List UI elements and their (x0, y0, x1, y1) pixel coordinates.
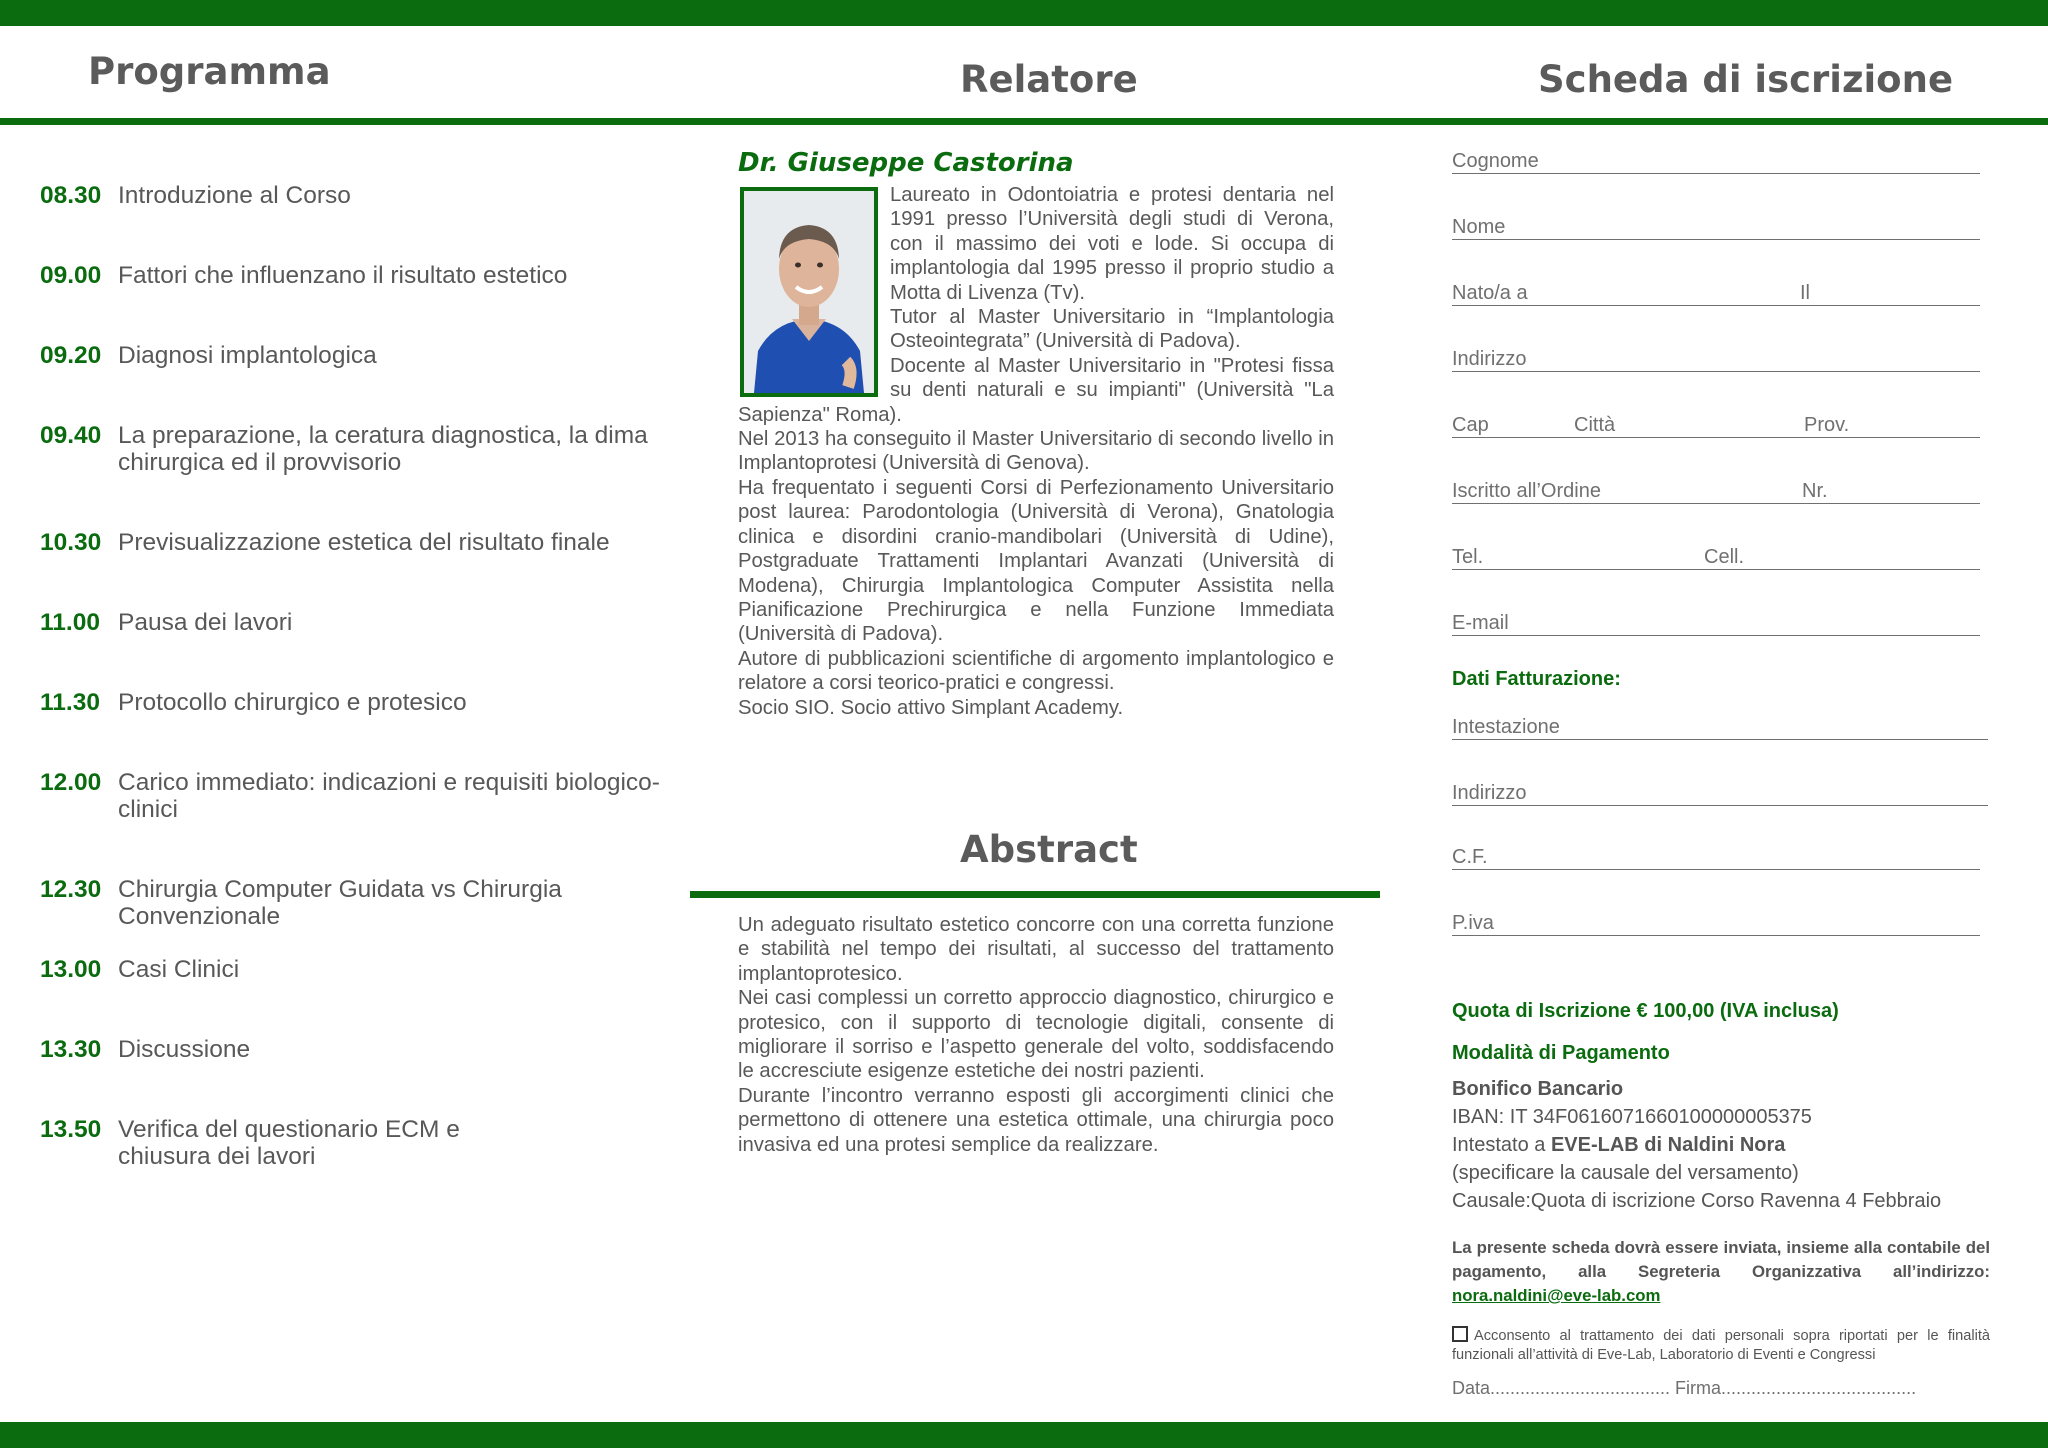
abstract-heading: Abstract (960, 828, 1138, 871)
specificare-causale: (specificare la causale del versamento) (1452, 1162, 1799, 1184)
email-link[interactable]: nora.naldini@eve-lab.com (1452, 1286, 1661, 1305)
bonifico-bancario: Bonifico Bancario (1452, 1078, 1624, 1100)
dati-fatturazione-heading: Dati Fatturazione: (1452, 668, 1621, 690)
nato-label: Nato/a a (1452, 282, 1528, 304)
tel-label: Tel. (1452, 546, 1484, 568)
programma-desc: Protocollo chirurgico e protesico (118, 689, 467, 716)
abstract-text (738, 913, 1334, 1157)
header-divider (0, 118, 2048, 125)
programma-item (40, 422, 660, 476)
intestazione-field[interactable] (1452, 712, 1988, 740)
programma-item (40, 609, 660, 636)
data-nascita-label: Il (1800, 282, 1810, 304)
programma-time: 13.00 (40, 956, 102, 983)
iban-text: IBAN: IT 34F0616071660100000005375 (1452, 1106, 1812, 1128)
cf-field[interactable] (1452, 842, 1980, 870)
email-label: E-mail (1452, 612, 1509, 634)
programma-desc: Fattori che influenzano il risultato estetico (118, 262, 568, 289)
speaker-bio (738, 183, 1334, 720)
programma-item (40, 769, 660, 823)
cognome-field[interactable] (1452, 146, 1980, 174)
quota-iscrizione: Quota di Iscrizione € 100,00 (IVA inclusa) (1452, 1000, 1839, 1022)
bio-paragraph: Tutor al Master Universitario in “Implantologia Osteointegrata” (Università di Padova). (890, 306, 1334, 353)
nr-label: Nr. (1802, 480, 1828, 502)
programma-item (40, 876, 660, 930)
bottom-green-band (0, 1422, 2048, 1448)
scheda-heading: Scheda di iscrizione (1538, 58, 1954, 101)
programma-item (40, 342, 660, 369)
programma-item (40, 689, 660, 716)
indirizzo-fatturazione-field[interactable] (1452, 778, 1988, 806)
consenso-privacy (1452, 1326, 1990, 1365)
data-firma-line[interactable]: Data.................................... Firma....................................... (1452, 1378, 1917, 1398)
programma-desc: Verifica del questionario ECM e chiusura dei lavori (118, 1116, 460, 1170)
programma-heading: Programma (88, 50, 331, 93)
iscritto-label: Iscritto all’Ordine (1452, 480, 1601, 502)
invio-scheda-notice (1452, 1236, 1990, 1308)
top-green-band (0, 0, 2048, 26)
intestato-prefix: Intestato a (1452, 1134, 1551, 1156)
abstract-paragraph: Durante l’incontro verranno esposti gli accorgimenti clinici che permettono di ottenere una estetica ottimale, una chirurgia poco invasiva ed una protesi semplice da realizzare. (738, 1084, 1334, 1156)
programma-desc: Discussione (118, 1036, 251, 1063)
cap-label: Cap (1452, 414, 1489, 436)
tel-cell-field[interactable] (1452, 542, 1980, 570)
programma-desc: Previsualizzazione estetica del risultato finale (118, 529, 610, 556)
iscritto-ordine-field[interactable] (1452, 476, 1980, 504)
programma-time: 08.30 (40, 182, 102, 209)
citta-label: Città (1574, 414, 1616, 436)
programma-desc: Diagnosi implantologica (118, 342, 377, 369)
speaker-portrait-icon (740, 187, 878, 397)
programma-time: 12.30 (40, 876, 102, 903)
relatore-heading: Relatore (960, 58, 1138, 101)
nome-field[interactable] (1452, 212, 1980, 240)
programma-item (40, 1116, 500, 1170)
programma-desc: Pausa dei lavori (118, 609, 293, 636)
programma-time: 13.50 (40, 1116, 102, 1143)
intestato-name: EVE-LAB di Naldini Nora (1550, 1134, 1786, 1156)
cf-label: C.F. (1452, 846, 1488, 868)
programma-time: 11.00 (40, 609, 100, 636)
indirizzo-label: Indirizzo (1452, 348, 1527, 370)
piva-label: P.iva (1452, 912, 1494, 934)
bio-paragraph: Autore di pubblicazioni scientifiche di argomento implantologico e relatore a corsi teorico-pratici e congressi. (738, 647, 1334, 695)
abstract-divider (690, 891, 1380, 898)
cell-label: Cell. (1704, 546, 1745, 568)
programma-desc: Carico immediato: indicazioni e requisiti biologico-clinici (118, 769, 660, 823)
programma-time: 10.30 (40, 529, 102, 556)
bio-paragraph: Docente al Master Universitario in "Protesi fissa su denti naturali e su impianti" (Università "La Sapienza" Roma). (738, 354, 1334, 426)
programma-time: 13.30 (40, 1036, 102, 1063)
abstract-paragraph: Nei casi complessi un corretto approccio diagnostico, chirurgico e protesico, con il supporto di tecnologie digitali, consente di migliorare il sorriso e l’aspetto generale del volto, soddisfacendo le accresciute esigenze estetiche dei nostri pazienti. (738, 987, 1334, 1083)
programma-item (40, 182, 660, 209)
notice-text: La presente scheda dovrà essere inviata, insieme alla contabile del pagamento, alla Segreteria Organizzativa all’indirizzo: (1452, 1238, 1990, 1281)
speaker-name: Dr. Giuseppe Castorina (738, 148, 1074, 178)
modalita-pagamento-heading: Modalità di Pagamento (1452, 1042, 1670, 1064)
programma-item (40, 262, 660, 289)
programma-item (40, 956, 660, 983)
causale-text: Causale:Quota di iscrizione Corso Ravenna 4 Febbraio (1452, 1190, 1942, 1212)
programma-desc: Introduzione al Corso (118, 182, 351, 209)
intestato-line (1452, 1134, 1785, 1157)
programma-time: 09.40 (40, 422, 102, 449)
nome-label: Nome (1452, 216, 1506, 238)
programma-time: 09.00 (40, 262, 102, 289)
bio-paragraph: Nel 2013 ha conseguito il Master Universitario di secondo livello in Implantoprotesi (Università di Genova). (738, 428, 1334, 475)
programma-desc: La preparazione, la ceratura diagnostica, la dima chirurgica ed il provvisorio (118, 422, 648, 476)
email-field[interactable] (1452, 608, 1980, 636)
programma-item (40, 1036, 660, 1063)
bio-paragraph: Laureato in Odontoiatria e protesi dentaria nel 1991 presso l’Università degli studi di Verona, con il massimo dei voti e lode. Si occupa di implantologia dal 1995 presso il proprio studio a Motta di Livenza (Tv). (890, 184, 1334, 304)
intestazione-label: Intestazione (1452, 716, 1560, 738)
programma-time: 11.30 (40, 689, 100, 716)
programma-time: 09.20 (40, 342, 102, 369)
cognome-label: Cognome (1452, 150, 1539, 172)
piva-field[interactable] (1452, 908, 1980, 936)
indirizzo-field[interactable] (1452, 344, 1980, 372)
consent-text: Acconsento al trattamento dei dati personali sopra riportati per le finalità funzionali all’attività di Eve-Lab, Laboratorio di Eventi e Congressi (1452, 1328, 1990, 1363)
programma-desc: Chirurgia Computer Guidata vs Chirurgia Convenzionale (118, 876, 562, 930)
bio-paragraph: Ha frequentato i seguenti Corsi di Perfezionamento Universitario post laurea: Parodontologia (Università di Verona), Gnatologia clinica e disordini cranio-mandibolari (Università di Udine), Postgraduate Trattamenti Implantari Avanzati (Università di Modena), Chirurgia Implantologica Computer Assistita nella Pianificazione Prechirurgica e nella Funzione Immediata (Università di Padova). (738, 476, 1334, 646)
consent-checkbox[interactable] (1452, 1326, 1468, 1342)
prov-label: Prov. (1804, 414, 1850, 436)
cap-citta-prov-field[interactable] (1452, 410, 1980, 438)
programma-desc: Casi Clinici (118, 956, 240, 983)
abstract-paragraph: Un adeguato risultato estetico concorre con una corretta funzione e stabilità nel tempo dei risultati, al successo del trattamento implantoprotesico. (738, 914, 1334, 985)
programma-item (40, 529, 660, 556)
programma-time: 12.00 (40, 769, 102, 796)
luogo-data-nascita-field[interactable] (1452, 278, 1980, 306)
indirizzo-fatturazione-label: Indirizzo (1452, 782, 1527, 804)
bio-paragraph: Socio SIO. Socio attivo Simplant Academy. (738, 696, 1124, 719)
